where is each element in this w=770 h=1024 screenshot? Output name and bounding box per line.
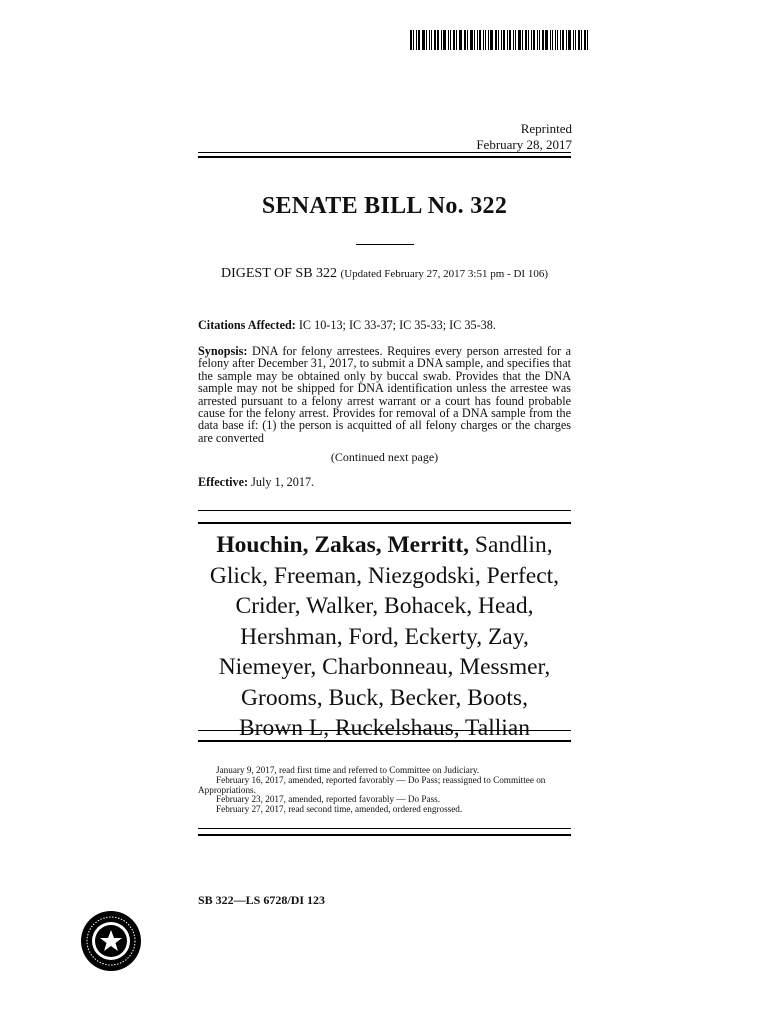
synopsis-text: DNA for felony arrestees. Requires every person arrested for a felony after December 31, 2017, to submit a DNA sample, and specifies that the sample may be obtained only by buccal swab. Provides that the DNA sample may not be shipped for DNA identification unless the arrestee was arrested pursuant to a felony arrest warrant or a court has found probable cause for the felony arrest. Provides for removal of a DNA sample from the data base if: (1) the person is acquitted of all felony charges or the charges are converted	[198, 344, 571, 445]
legislative-history	[198, 766, 571, 815]
authors-line	[198, 530, 571, 561]
authors-line: Grooms, Buck, Becker, Boots,	[241, 684, 528, 711]
barcode-bar	[448, 30, 449, 50]
bill-title: SENATE BILL No. 322	[261, 193, 508, 219]
barcode-bar	[434, 30, 436, 50]
barcode-bar	[477, 30, 478, 50]
effective-text: July 1, 2017.	[251, 475, 315, 489]
citations-affected	[198, 319, 571, 331]
barcode-bar	[450, 30, 451, 50]
barcode-bar	[539, 30, 540, 50]
divider	[198, 510, 571, 511]
barcode-bar	[485, 30, 486, 50]
history-entry: January 9, 2017, read first time and referred to Committee on Judiciary.	[216, 765, 480, 775]
barcode-bar	[479, 30, 481, 50]
reprinted-label: Reprinted	[520, 121, 572, 136]
barcode-bar	[537, 30, 538, 50]
authors-line: Niemeyer, Charbonneau, Messmer,	[218, 654, 551, 680]
barcode-bar	[460, 30, 462, 50]
digest-updated: (Updated February 27, 2017 3:51 pm - DI 106)	[340, 268, 548, 280]
primary-authors: Houchin, Zakas, Merritt,	[216, 532, 470, 558]
barcode-bar	[566, 30, 567, 50]
barcode-bar	[456, 30, 457, 50]
barcode-bar	[555, 30, 557, 50]
divider	[198, 156, 571, 158]
barcode-bar	[562, 30, 564, 50]
divider	[198, 740, 571, 742]
effective-date	[198, 476, 571, 488]
authors-line: Hershman, Ford, Eckerty, Zay,	[240, 623, 529, 650]
barcode-bar	[581, 30, 582, 50]
divider	[198, 730, 571, 731]
history-entry: February 16, 2017, amended, reported favorably — Do Pass; reassigned to Committee on	[216, 774, 546, 785]
barcode-bar	[533, 30, 535, 50]
barcode-bar	[578, 30, 580, 50]
barcode-bar	[587, 30, 588, 50]
barcode-bar	[410, 30, 412, 50]
barcode-bar	[418, 30, 420, 50]
coauthors: Sandlin,	[474, 532, 553, 558]
barcode-bar	[483, 30, 484, 50]
digest-heading	[198, 266, 571, 282]
barcode-bar	[525, 30, 527, 50]
barcode-bar	[503, 30, 505, 50]
barcode-bar	[542, 30, 544, 50]
barcode-bar	[437, 30, 439, 50]
barcode-bar	[573, 30, 574, 50]
history-entry: February 23, 2017, amended, reported favorably — Do Pass.	[216, 794, 441, 805]
barcode-bar	[488, 30, 489, 50]
bill-code: SB 322—LS 6728/DI 123	[198, 893, 326, 907]
barcode-bar	[515, 30, 516, 50]
history-entry: February 27, 2017, read second time, amended, ordered engrossed.	[216, 804, 463, 815]
authors-list	[198, 530, 571, 744]
digest-label: DIGEST OF SB 322	[221, 266, 338, 281]
citations-label: Citations Affected:	[198, 318, 296, 332]
barcode-bar	[459, 30, 460, 50]
effective-label: Effective:	[198, 475, 249, 489]
barcode-bar	[522, 30, 523, 50]
barcode-bar	[426, 30, 427, 50]
divider	[198, 152, 571, 153]
barcode-bar	[509, 30, 511, 50]
title-underline	[356, 244, 414, 245]
divider	[198, 828, 571, 829]
barcode-bar	[507, 30, 508, 50]
barcode-bar	[513, 30, 514, 50]
barcode-bar	[568, 30, 571, 50]
barcode-bar	[501, 30, 502, 50]
barcode-bar	[416, 30, 417, 50]
barcode-bar	[413, 30, 414, 50]
barcode-bar	[531, 30, 532, 50]
history-entry: Appropriations.	[198, 784, 256, 795]
barcode-bar	[443, 30, 446, 50]
barcode-bar	[545, 30, 548, 50]
synopsis-label: Synopsis:	[198, 344, 248, 358]
barcode-bar	[441, 30, 442, 50]
barcode-bar	[422, 30, 425, 50]
barcode-bar	[518, 30, 521, 50]
synopsis	[198, 345, 571, 444]
barcode-bar	[431, 30, 432, 50]
barcode-bar	[560, 30, 561, 50]
barcode-icon	[410, 30, 590, 50]
barcode-bar	[584, 30, 586, 50]
divider	[198, 522, 571, 524]
reprint-notice	[372, 121, 572, 153]
barcode-bar	[453, 30, 455, 50]
barcode-bar	[550, 30, 551, 50]
barcode-bar	[467, 30, 468, 50]
continued-note: (Continued next page)	[330, 450, 439, 464]
barcode-bar	[470, 30, 473, 50]
authors-line: Crider, Walker, Bohacek, Head,	[235, 593, 534, 619]
barcode-bar	[528, 30, 529, 50]
barcode-bar	[495, 30, 497, 50]
barcode-bar	[474, 30, 475, 50]
barcode-bar	[552, 30, 553, 50]
state-seal-icon	[80, 910, 142, 972]
reprinted-date: February 28, 2017	[476, 137, 572, 152]
barcode-bar	[575, 30, 576, 50]
barcode-bar	[557, 30, 558, 50]
divider	[198, 834, 571, 836]
barcode-bar	[429, 30, 430, 50]
authors-line: Brown L, Ruckelshaus, Tallian	[239, 715, 530, 741]
citations-text: IC 10-13; IC 33-37; IC 35-33; IC 35-38.	[298, 318, 496, 332]
barcode-bar	[498, 30, 499, 50]
barcode-bar	[464, 30, 466, 50]
authors-line: Glick, Freeman, Niezgodski, Perfect,	[209, 562, 560, 589]
barcode-bar	[490, 30, 493, 50]
